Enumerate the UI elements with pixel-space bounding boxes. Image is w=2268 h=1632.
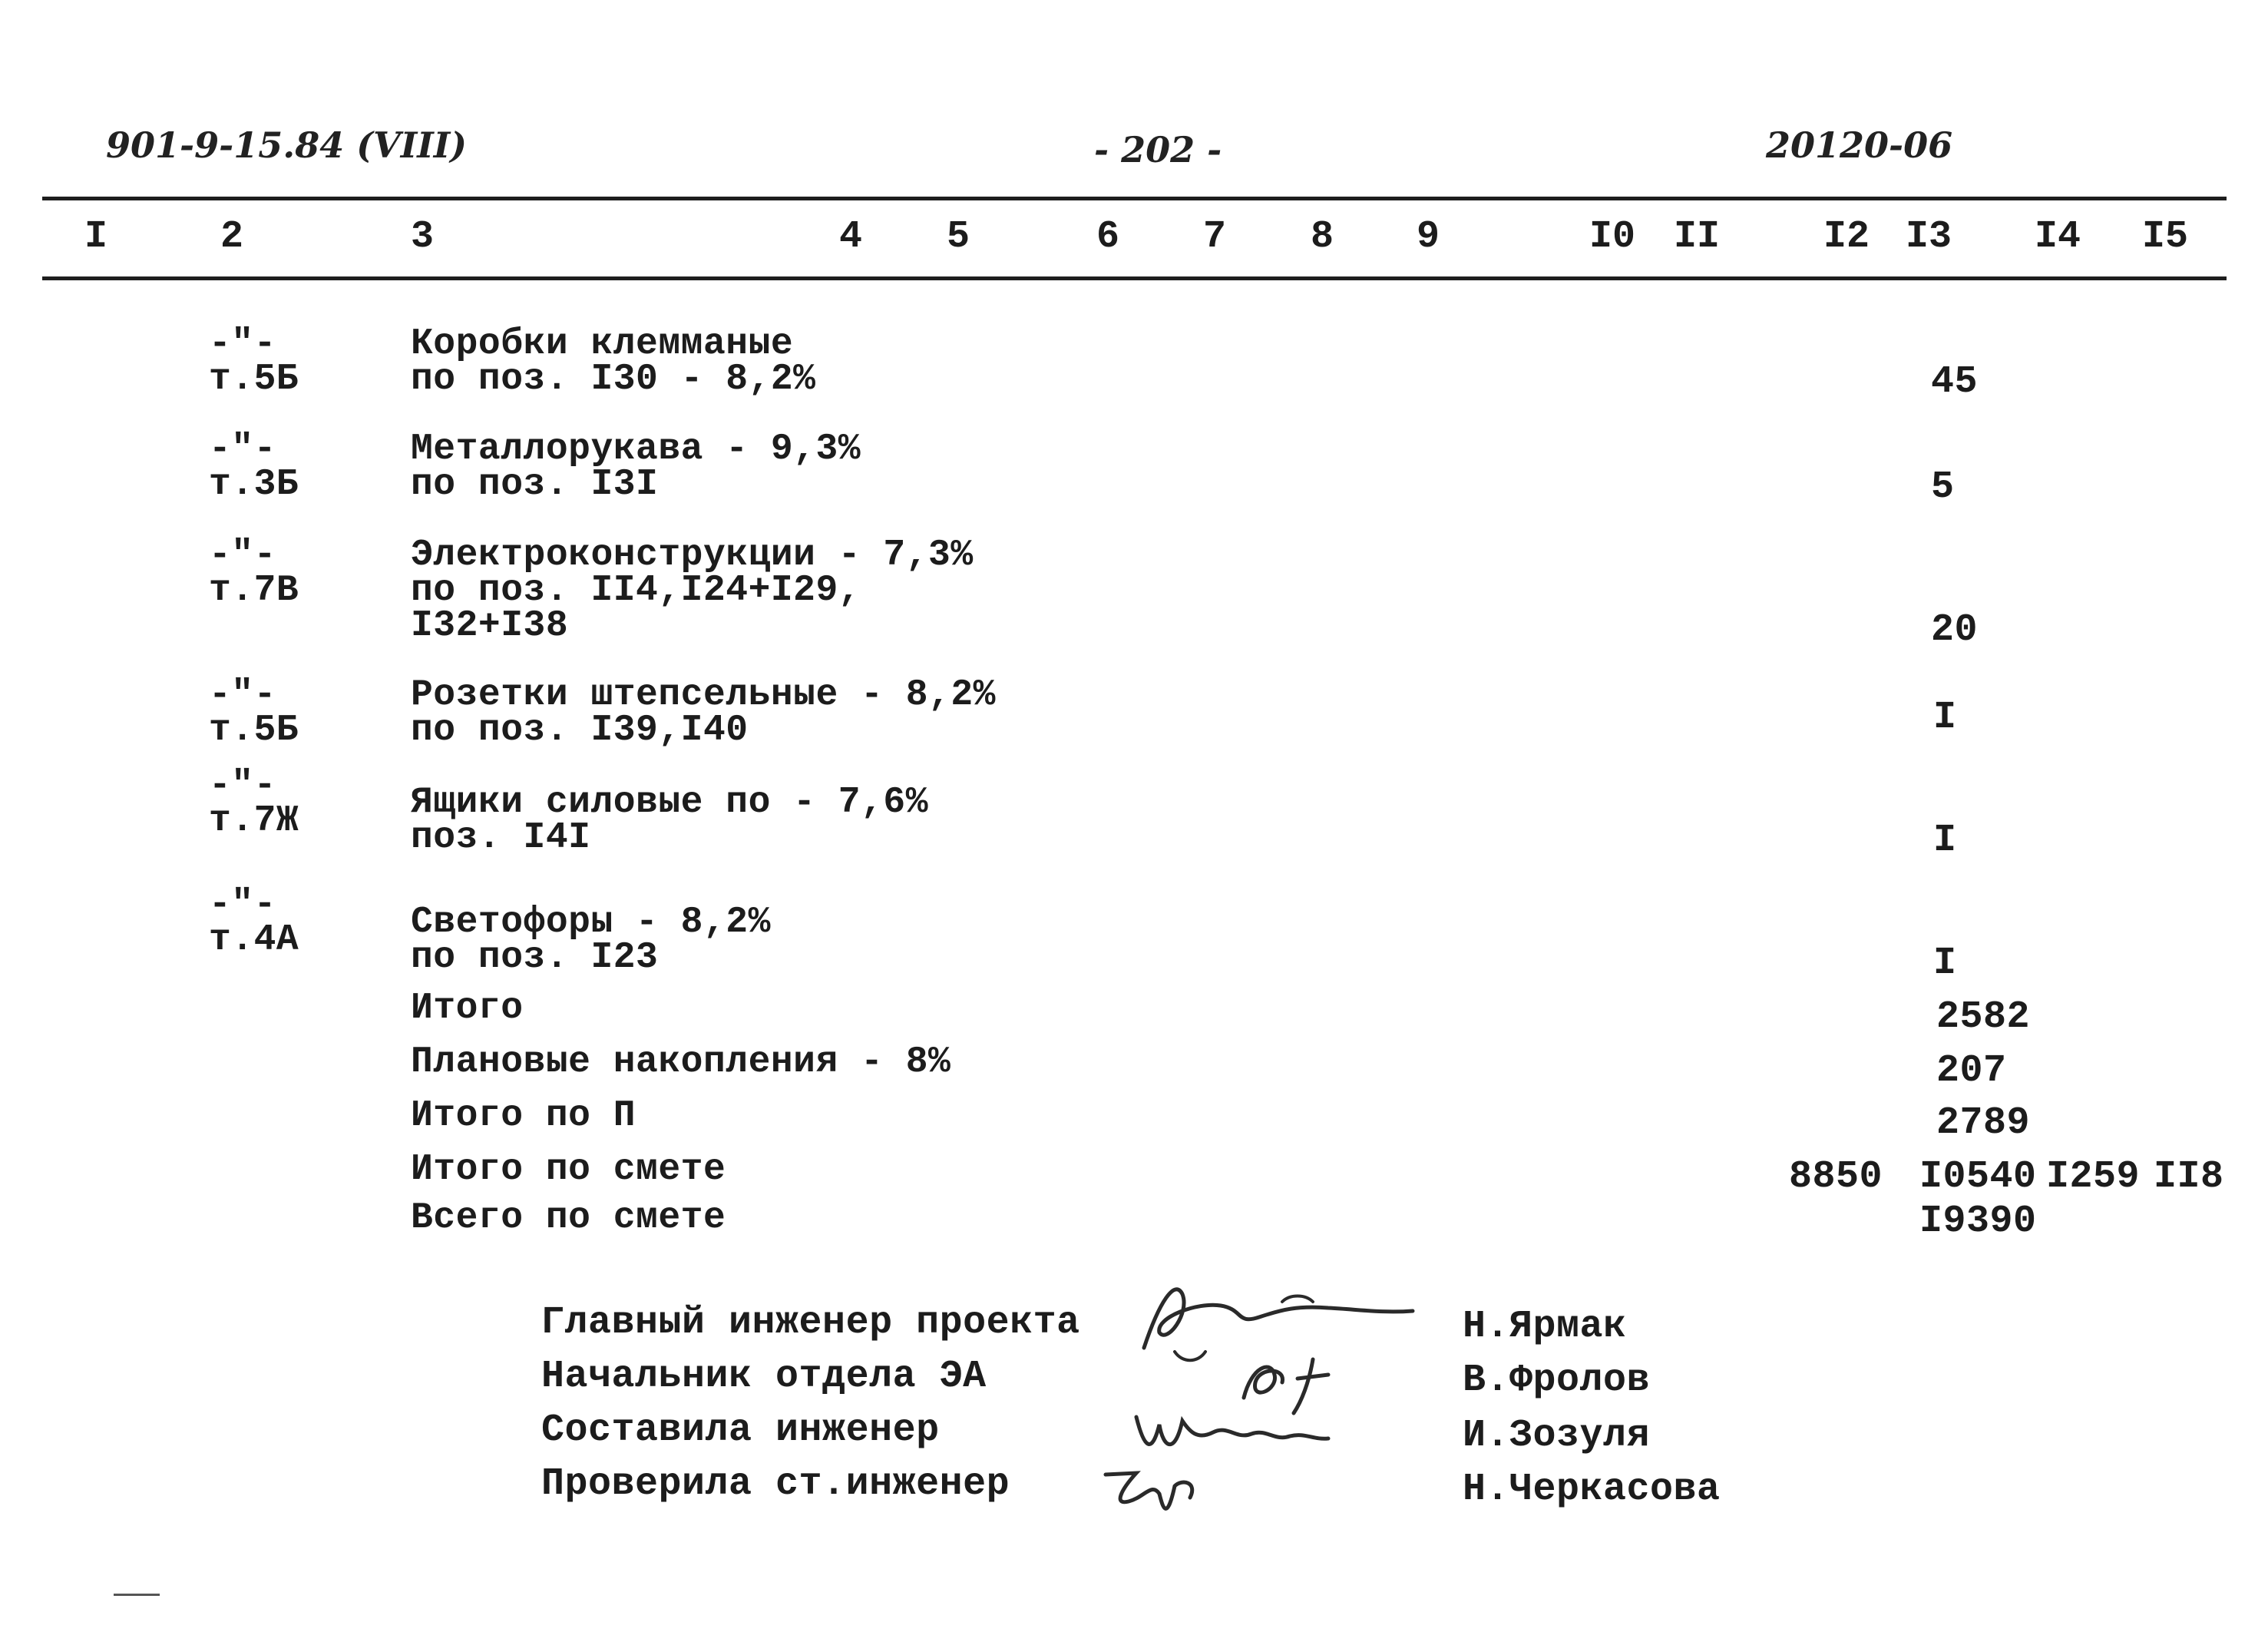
- row-4-col13-value: I: [1933, 696, 1957, 740]
- description-line: Электроконструкции - 7,3%: [411, 535, 974, 576]
- column-number-13: I3: [1905, 215, 1952, 259]
- sheet-code: 20120-06: [1766, 124, 1953, 166]
- description-line: по поз. II4,I24+I29,: [411, 570, 861, 611]
- ditto-mark: -"-: [209, 765, 276, 806]
- signature-role-checked-by: Проверила ст.инженер: [541, 1462, 1010, 1506]
- ref-code: т.3Б: [209, 464, 299, 505]
- column-number-11: II: [1673, 215, 1721, 259]
- column-number-1: I: [84, 215, 108, 259]
- total-itogo-po-p-col13: 2789: [1936, 1101, 2031, 1145]
- total-label-vsego-po-smete: Всего по смете: [411, 1197, 726, 1239]
- row-1-col13-value: 45: [1931, 360, 1979, 404]
- column-number-6: 6: [1096, 215, 1120, 259]
- row-2-ref: [209, 429, 299, 505]
- ref-code: т.4А: [209, 919, 299, 961]
- description-line: по поз. I3I: [411, 464, 659, 505]
- row-4-description: [411, 674, 996, 751]
- total-vsego-po-smete-col13: I9390: [1919, 1200, 2037, 1243]
- signature-name-chief-engineer: Н.Ярмак: [1463, 1305, 1627, 1349]
- description-line: по поз. I39,I40: [411, 710, 749, 751]
- description-line: по поз. I23: [411, 937, 659, 978]
- signature-role-department-head: Начальник отдела ЭА: [541, 1355, 987, 1399]
- row-4-ref: [209, 674, 299, 751]
- column-number-4: 4: [838, 215, 863, 259]
- row-1-ref: [209, 323, 299, 400]
- row-6-ref: [209, 884, 299, 961]
- ref-code: т.7В: [209, 570, 299, 611]
- total-label-itogo-po-smete: Итого по смете: [411, 1149, 726, 1190]
- column-number-12: I2: [1823, 215, 1870, 259]
- column-number-14: I4: [2034, 215, 2081, 259]
- ditto-mark: -"-: [209, 674, 276, 716]
- description-line: Коробки клемманые: [411, 323, 794, 365]
- column-number-15: I5: [2141, 215, 2189, 259]
- column-header-rule: [42, 276, 2227, 280]
- column-number-8: 8: [1310, 215, 1334, 259]
- document-number: 901-9-15.84 (VIII): [106, 124, 468, 166]
- signature-role-compiled-by: Составила инженер: [541, 1409, 940, 1452]
- description-line: Светофоры - 8,2%: [411, 902, 771, 943]
- description-line: I32+I38: [411, 605, 569, 647]
- total-label-itogo-po-p: Итого по П: [411, 1095, 636, 1137]
- description-line: Металлорукава - 9,3%: [411, 429, 861, 470]
- column-number-3: 3: [410, 215, 435, 259]
- description-line: Ящики силовые по - 7,6%: [411, 782, 929, 823]
- total-itogo-po-smete-col12: 8850: [1789, 1155, 1883, 1199]
- total-label-itogo: Итого: [411, 988, 524, 1029]
- row-5-col13-value: I: [1933, 819, 1957, 862]
- description-line: поз. I4I: [411, 817, 591, 859]
- description-line: Розетки штепсельные - 8,2%: [411, 674, 996, 716]
- row-1-description: [411, 323, 816, 400]
- row-2-col13-value: 5: [1931, 465, 1955, 509]
- column-number-7: 7: [1202, 215, 1227, 259]
- ref-code: т.5Б: [209, 710, 299, 751]
- signature-name-compiled-by: И.Зозуля: [1463, 1414, 1651, 1458]
- row-6-description: [411, 902, 771, 978]
- total-planned-savings-col13: 207: [1936, 1049, 2007, 1093]
- top-rule: [42, 197, 2227, 200]
- column-number-10: I0: [1589, 215, 1636, 259]
- total-itogo-po-smete-col15: II8: [2154, 1155, 2224, 1199]
- row-2-description: [411, 429, 861, 505]
- row-3-ref: [209, 535, 299, 611]
- column-number-9: 9: [1416, 215, 1440, 259]
- ref-code: т.7Ж: [209, 800, 299, 842]
- column-number-2: 2: [220, 215, 244, 259]
- row-5-description: [411, 782, 929, 859]
- ditto-mark: -"-: [209, 429, 276, 470]
- row-3-col13-value: 20: [1931, 608, 1979, 652]
- signature-name-department-head: В.Фролов: [1463, 1359, 1651, 1402]
- signature-name-checked-by: Н.Черкасова: [1463, 1468, 1721, 1511]
- page-number: - 202 -: [1094, 129, 1222, 170]
- handwritten-signature-4: [1090, 1452, 1244, 1536]
- column-number-5: 5: [946, 215, 970, 259]
- description-line: по поз. I30 - 8,2%: [411, 359, 816, 400]
- total-itogo-po-smete-col13: I0540: [1919, 1155, 2037, 1199]
- total-label-planned-savings: Плановые накопления - 8%: [411, 1041, 951, 1083]
- total-itogo-col13: 2582: [1936, 995, 2031, 1039]
- total-itogo-po-smete-col14: I259: [2046, 1155, 2141, 1199]
- ditto-mark: -"-: [209, 323, 276, 365]
- row-5-ref: [209, 765, 299, 842]
- ref-code: т.5Б: [209, 359, 299, 400]
- row-6-col13-value: I: [1933, 942, 1957, 985]
- ditto-mark: -"-: [209, 884, 276, 925]
- ditto-mark: -"-: [209, 535, 276, 576]
- footer-dash: [114, 1594, 160, 1596]
- signature-role-chief-engineer: Главный инженер проекта: [541, 1301, 1080, 1345]
- row-3-description: [411, 535, 974, 647]
